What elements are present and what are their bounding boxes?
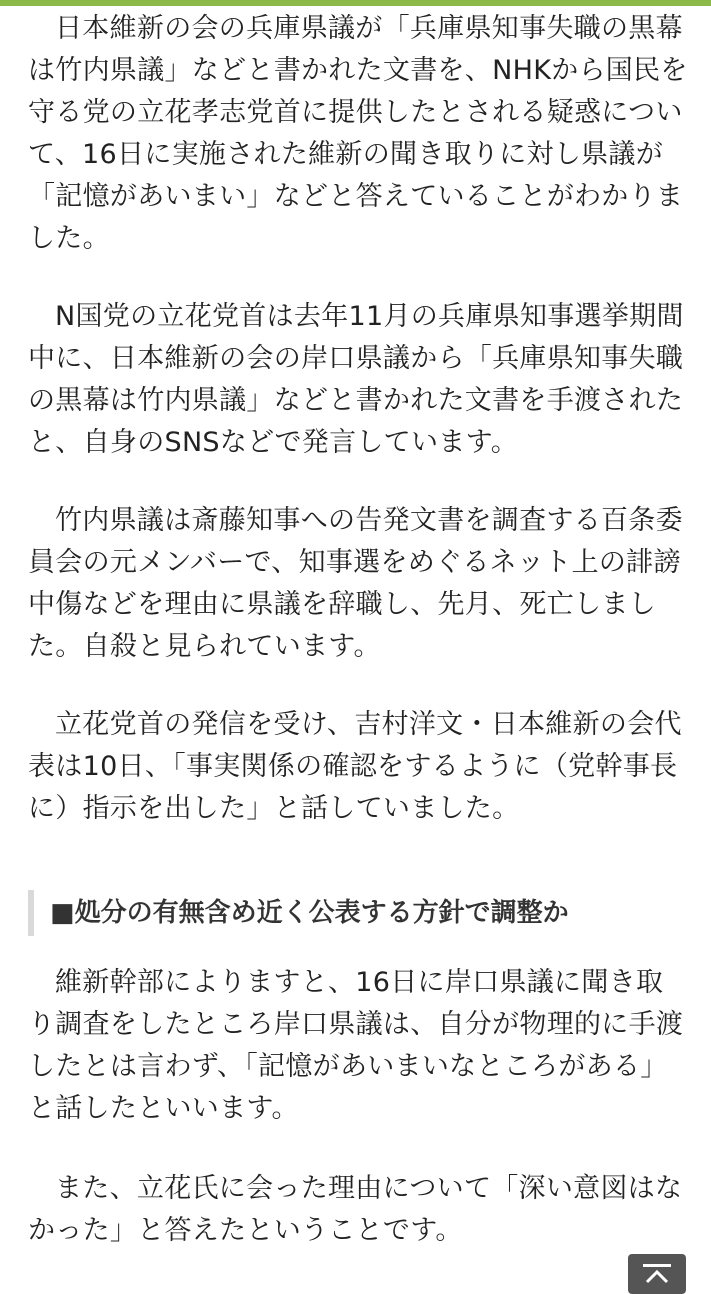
article-paragraph: また、立花氏に会った理由について「深い意図はなかった」と答えたということです。 [28, 1173, 683, 1246]
article-paragraph: 立花党首の発信を受け、吉村洋文・日本維新の会代表は10日、「事実関係の確認をするように（党幹事長に）指示を出した」と話していました。 [28, 709, 682, 824]
scroll-to-top-button[interactable] [628, 1254, 686, 1294]
section-subheading: ■処分の有無含め近く公表する方針で調整か [28, 890, 688, 936]
article-paragraph: 竹内県議は斎藤知事への告発文書を調査する百条委員会の元メンバーで、知事選をめぐるネット上の誹謗中傷などを理由に県議を辞職し、先月、死亡しました。自殺と見られています。 [28, 505, 683, 662]
article-paragraph: 日本維新の会の兵庫県議が「兵庫県知事失職の黒幕は竹内県議」などと書かれた文書を、NHKから国民を守る党の立花孝志党首に提供したとされる疑惑について、16日に実施された維新の聞き取りに対し県議が「記憶があいまい」などと答えていることがわかりました。 [28, 13, 688, 254]
article-paragraph: N国党の立花党首は去年11月の兵庫県知事選挙期間中に、日本維新の会の岸口県議から「兵庫県知事失職の黒幕は竹内県議」などと書かれた文書を手渡されたと、自身のSNSなどで発言しています。 [28, 301, 684, 458]
article-paragraph: 維新幹部によりますと、16日に岸口県議に聞き取り調査をしたところ岸口県議は、自分が物理的に手渡したとは言わず、「記憶があいまいなところがある」と話したといいます。 [28, 967, 684, 1124]
top-accent-bar [0, 0, 711, 6]
scroll-to-top-icon [641, 1262, 673, 1286]
